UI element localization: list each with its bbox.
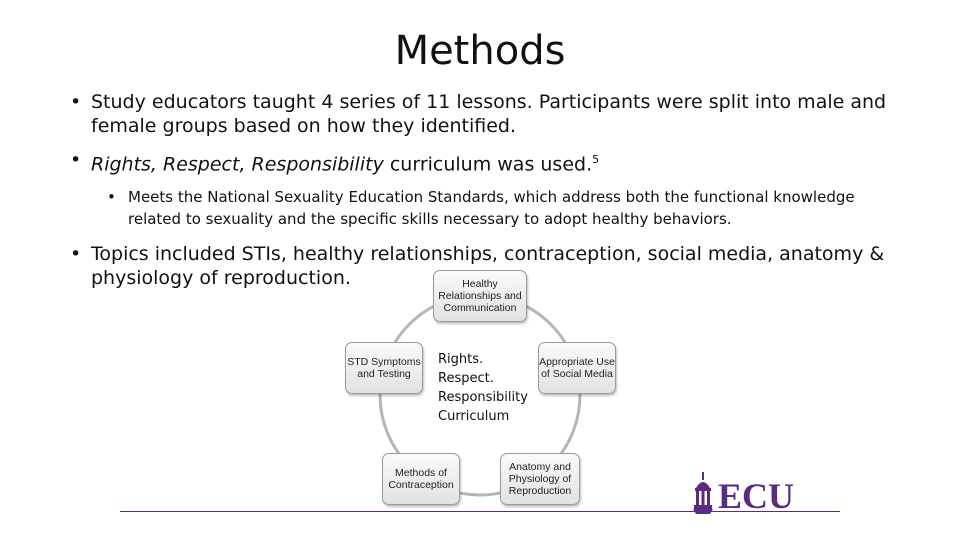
node-std-testing-label: STD Symptoms and Testing — [347, 356, 421, 380]
bullet-list — [70, 90, 900, 300]
bullet-study-design-text: Study educators taught 4 series of 11 lessons. Participants were split into male and female groups based on how they identified. — [91, 91, 887, 137]
logo-wordmark: ECU — [718, 476, 795, 516]
sub-bullet-standards-text: Meets the National Sexuality Education Standards, which address both the functional knowledge related to sexuality and the specific skills necessary to adopt healthy behaviors. — [128, 188, 855, 229]
node-anatomy — [500, 453, 580, 505]
bullet-topics-text: Topics included STIs, healthy relationships, contraception, social media, anatomy & physiology of reproduction. — [91, 243, 885, 290]
center-line-2: Respect. — [438, 371, 494, 386]
node-contraception-label: Methods of Contraception — [388, 467, 454, 491]
center-line-1: Rights. — [438, 352, 484, 367]
bullet-curriculum — [70, 148, 900, 176]
node-healthy-relationships-label: Healthy Relationships and Communication — [438, 278, 522, 314]
ecu-logo — [692, 470, 816, 516]
center-line-4: Curriculum — [438, 409, 510, 424]
node-social-media — [538, 342, 616, 394]
node-contraception — [382, 453, 460, 505]
cupola-icon — [693, 472, 713, 514]
center-label — [438, 350, 528, 426]
bullet-study-design — [70, 90, 900, 138]
node-std-testing — [345, 342, 423, 394]
curriculum-name: Rights, Respect, Responsibility — [91, 153, 384, 176]
citation-ref: 5 — [592, 153, 600, 166]
sub-bullet-standards — [107, 186, 900, 230]
node-anatomy-label: Anatomy and Physiology of Reproduction — [508, 461, 572, 497]
slide-title: Methods — [394, 28, 566, 74]
node-social-media-label: Appropriate Use of Social Media — [539, 356, 615, 380]
curriculum-text: curriculum was used. — [383, 153, 593, 176]
node-healthy-relationships — [433, 270, 527, 322]
center-line-3: Responsibility — [438, 390, 528, 405]
